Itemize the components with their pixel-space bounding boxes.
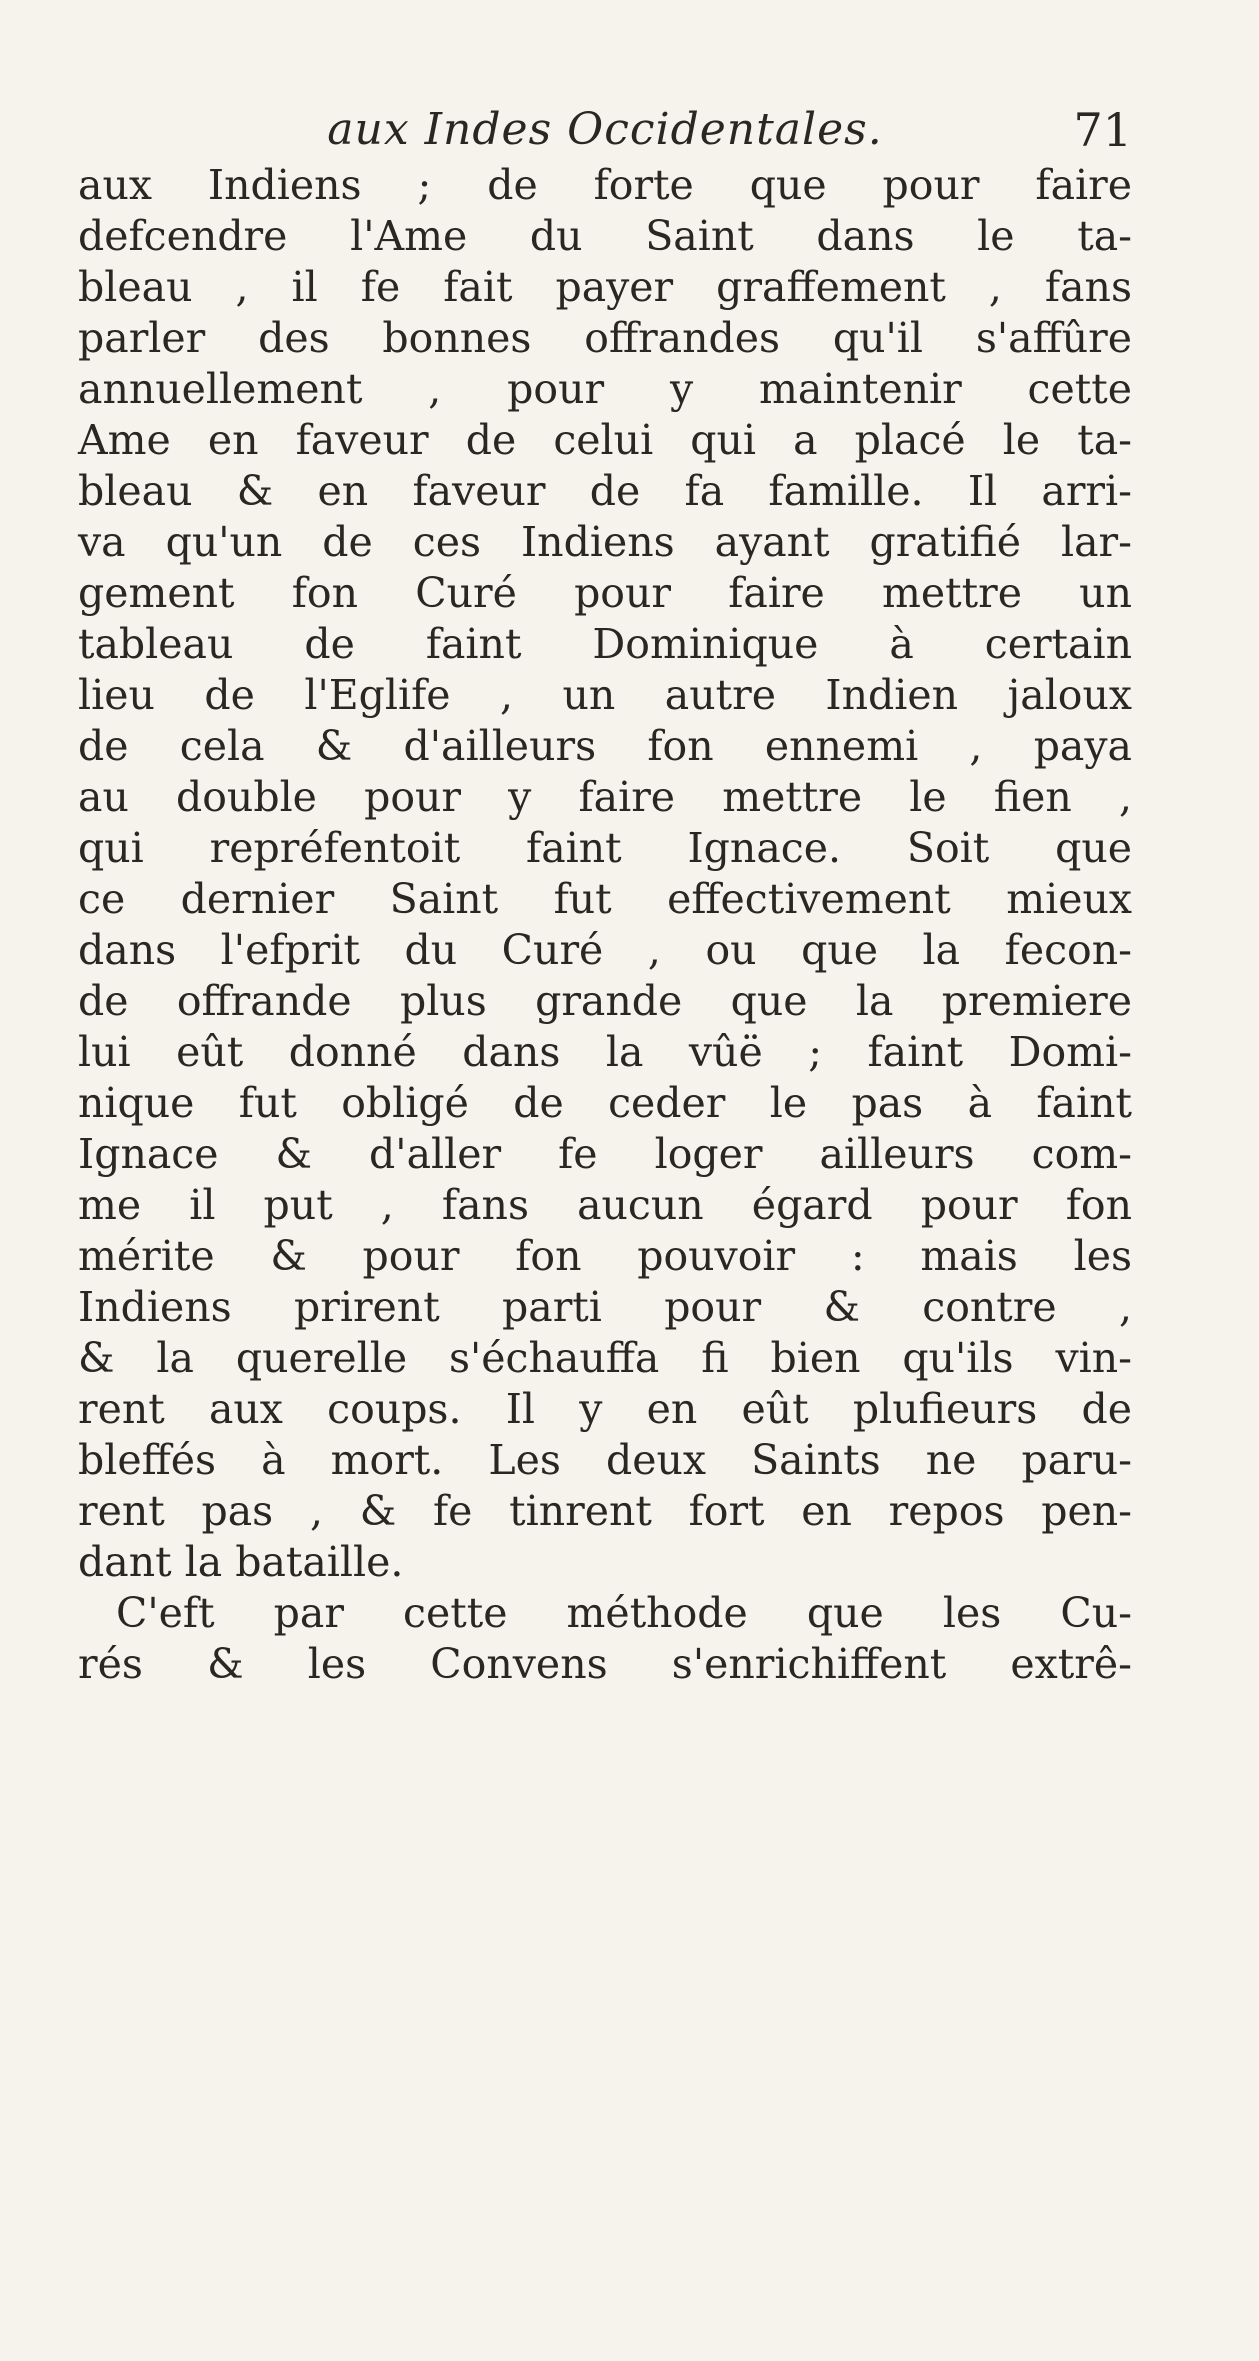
text-line: dans l'efprit du Curé , ou que la fecon-	[78, 926, 1132, 974]
text-line: tableau de faint Dominique à certain	[78, 620, 1132, 668]
text-line: gement fon Curé pour faire mettre un	[78, 569, 1132, 617]
text-line: parler des bonnes offrandes qu'il s'affûre	[78, 314, 1132, 362]
text-line: rent aux coups. Il y en eût plufieurs de	[78, 1385, 1132, 1433]
text-line: nique fut obligé de ceder le pas à faint	[78, 1079, 1132, 1127]
text-line: bleau , il fe fait payer graffement , fans	[78, 263, 1132, 311]
paragraph-1	[78, 160, 1132, 1588]
text-line: aux Indiens ; de forte que pour faire	[78, 161, 1132, 209]
running-head	[78, 100, 1132, 160]
text-line: qui repréfentoit faint Ignace. Soit que	[78, 824, 1132, 872]
text-line: defcendre l'Ame du Saint dans le ta-	[78, 212, 1132, 260]
text-line: lieu de l'Eglife , un autre Indien jaloux	[78, 671, 1132, 719]
text-line: va qu'un de ces Indiens ayant gratifié lar-	[78, 518, 1132, 566]
text-line: bleau & en faveur de fa famille. Il arri-	[78, 467, 1132, 515]
text-line: & la querelle s'échauffa fi bien qu'ils vin-	[78, 1334, 1132, 1382]
text-line: Ame en faveur de celui qui a placé le ta-	[78, 416, 1132, 464]
text-line: annuellement , pour y maintenir cette	[78, 365, 1132, 413]
text-line: rés & les Convens s'enrichiffent extrê-	[78, 1640, 1132, 1688]
text-line: mérite & pour fon pouvoir : mais les	[78, 1232, 1132, 1280]
text-line: bleffés à mort. Les deux Saints ne paru-	[78, 1436, 1132, 1484]
text-line: de cela & d'ailleurs fon ennemi , paya	[78, 722, 1132, 770]
text-line: rent pas , & fe tinrent fort en repos pen-	[78, 1487, 1132, 1535]
page-number: 71	[1073, 103, 1132, 157]
text-line: Ignace & d'aller fe loger ailleurs com-	[78, 1130, 1132, 1178]
body-text	[78, 160, 1132, 1690]
text-line: C'eft par cette méthode que les Cu-	[116, 1589, 1132, 1637]
text-line: Indiens prirent parti pour & contre ,	[78, 1283, 1132, 1331]
text-line: me il put , fans aucun égard pour fon	[78, 1181, 1132, 1229]
running-title: aux Indes Occidentales.	[327, 104, 883, 155]
paragraph-2	[78, 1588, 1132, 1690]
text-line: dant la bataille.	[78, 1538, 404, 1586]
text-line: lui eût donné dans la vûë ; faint Domi-	[78, 1028, 1132, 1076]
text-line: au double pour y faire mettre le fien ,	[78, 773, 1132, 821]
text-line: ce dernier Saint fut effectivement mieux	[78, 875, 1132, 923]
text-line: de offrande plus grande que la premiere	[78, 977, 1132, 1025]
